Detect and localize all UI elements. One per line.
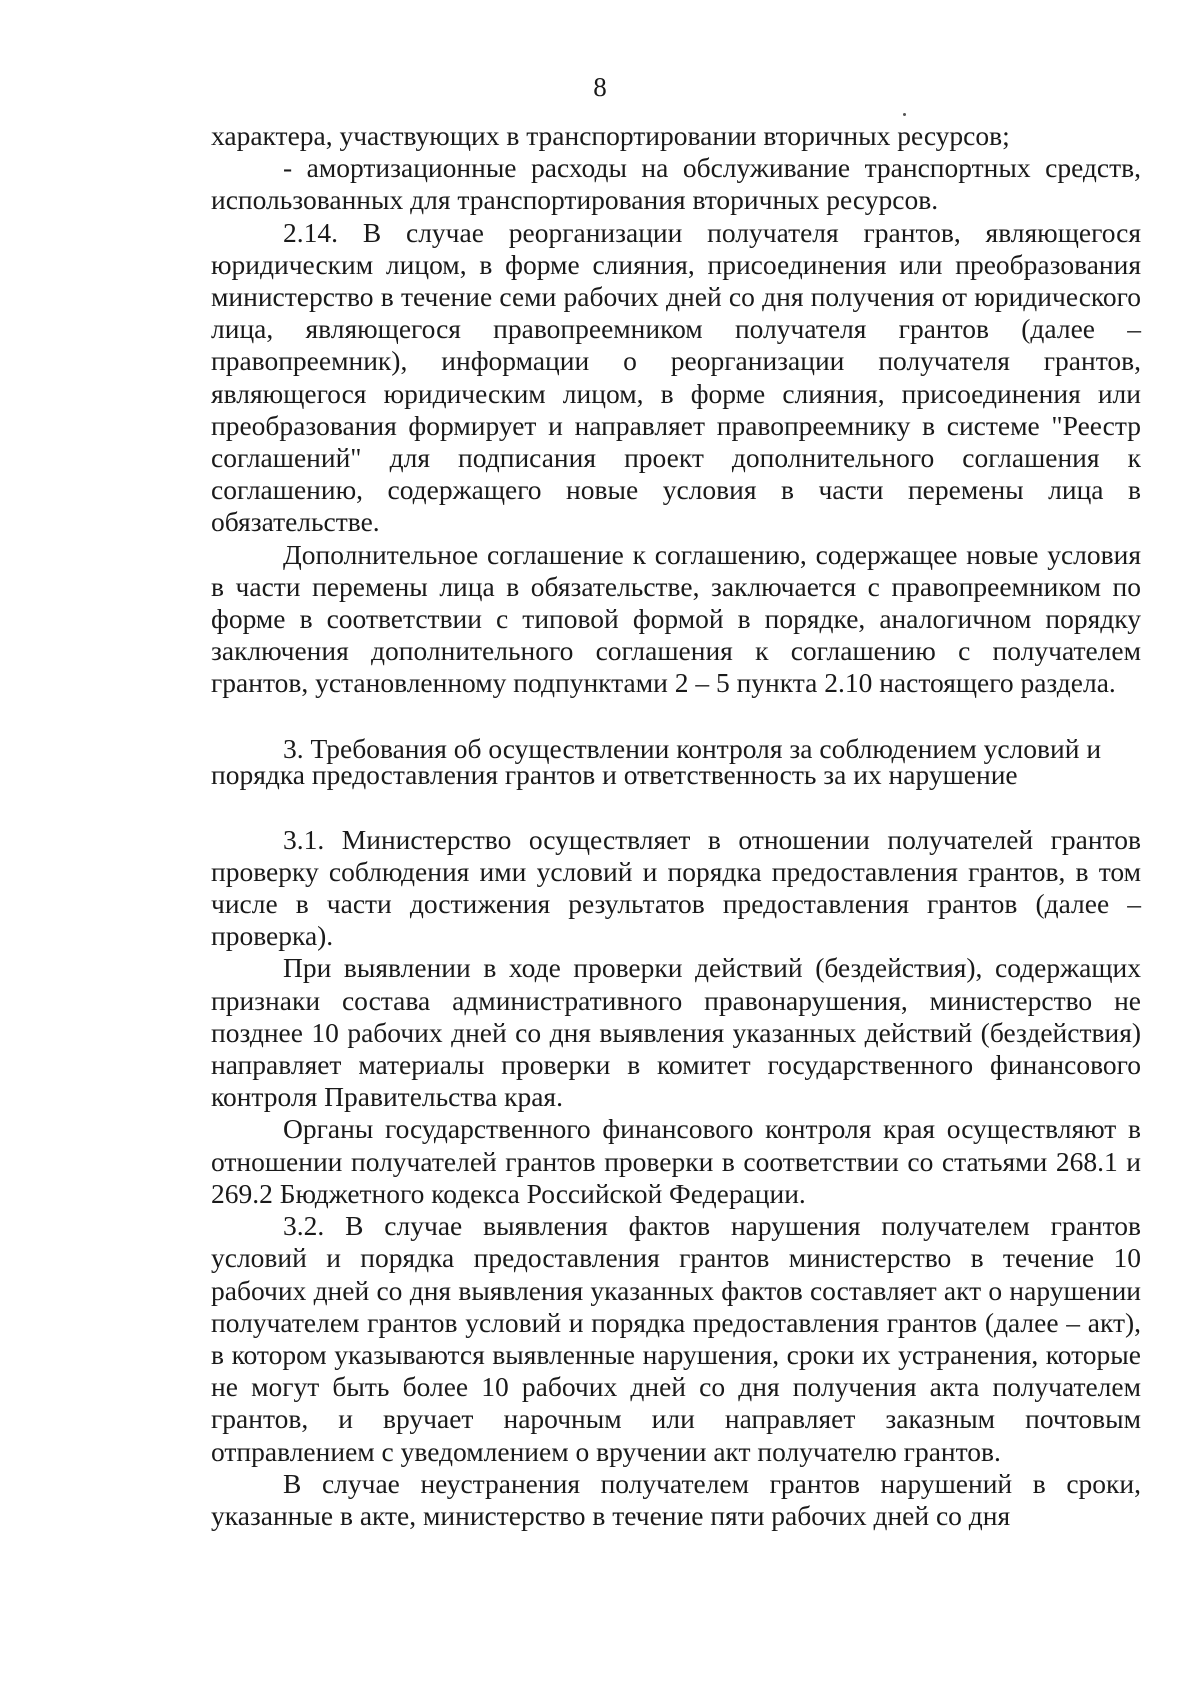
paragraph-3-1: 3.1. Министерство осуществляет в отношении получателей грантов проверку соблюдения ими условий и порядка предоставления грантов, в том числе в части достижения результатов предоставления грантов (далее – проверка). [211, 823, 1141, 952]
paragraph-continuation: характера, участвующих в транспортировании вторичных ресурсов; [211, 120, 1010, 151]
paragraph-3-2: 3.2. В случае выявления фактов нарушения получателем грантов условий и порядка предоставления грантов министерство в течение 10 рабочих дней со дня выявления указанных фактов составляет акт о нарушении получателем грантов условий и порядка предоставления грантов (далее – акт), в котором указываются выявленные нарушения, сроки их устранения, которые не могут быть более 10 рабочих дней со дня получения акта получателем грантов, и вручает нарочным или направляет заказным почтовым отправлением с уведомлением о вручении акт получателю грантов. [211, 1210, 1141, 1467]
paragraph-amortization: - амортизационные расходы на обслуживание транспортных средств, использованных для транспортирования вторичных ресурсов. [211, 152, 1141, 216]
document-body [211, 120, 1141, 1532]
scan-speck [903, 113, 906, 116]
paragraph-violations-detected: При выявлении в ходе проверки действий (бездействия), содержащих признаки состава административного правонарушения, министерство не позднее 10 рабочих дней со дня выявления указанных действий (бездействия) направляет материалы проверки в комитет государственного финансового контроля Правительства края. [211, 952, 1141, 1113]
paragraph-additional-agreement: Дополнительное соглашение к соглашению, содержащее новые условия в части перемены лица в обязательстве, заключается с правопреемником по форме в соответствии с типовой формой в порядке, аналогичном порядку заключения дополнительного соглашения к соглашению с получателем грантов, установленному подпунктами 2 – 5 пункта 2.10 настоящего раздела. [211, 538, 1141, 699]
paragraph-2-14: 2.14. В случае реорганизации получателя грантов, являющегося юридическим лицом, в форме слияния, присоединения или преобразования министерство в течение семи рабочих дней со дня получения от юридического лица, являющегося правопреемником получателя грантов (далее – правопреемник), информации о реорганизации получателя грантов, являющегося юридическим лицом, в форме слияния, присоединения или преобразования формирует и направляет правопреемнику в системе "Реестр соглашений" для подписания проект дополнительного соглашения к соглашению, содержащего новые условия в части перемены лица в обязательстве. [211, 216, 1141, 538]
section-heading: 3. Требования об осуществлении контроля за соблюдением условий и порядка предоставления грантов и ответственность за их нарушение [211, 732, 1102, 790]
paragraph-non-elimination: В случае неустранения получателем грантов нарушений в сроки, указанные в акте, министерство в течение пяти рабочих дней со дня [211, 1467, 1141, 1531]
paragraph-financial-control: Органы государственного финансового контроля края осуществляют в отношении получателей грантов проверки в соответствии со статьями 268.1 и 269.2 Бюджетного кодекса Российской Федерации. [211, 1113, 1141, 1209]
page-number: 8 [593, 72, 607, 102]
